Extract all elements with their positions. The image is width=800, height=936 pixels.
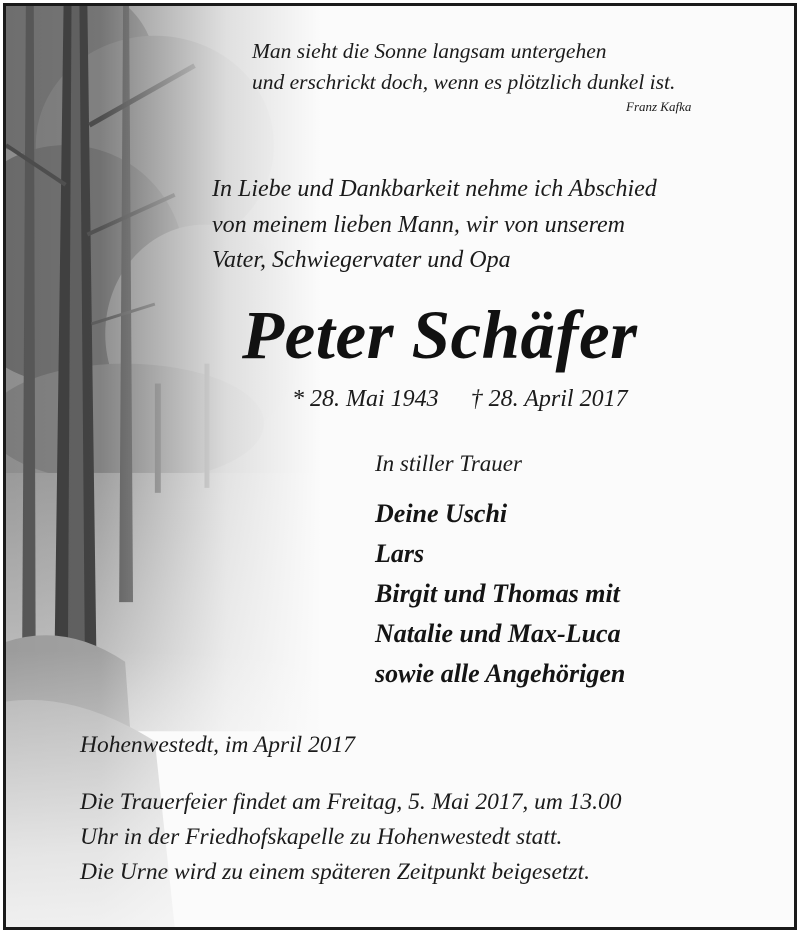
life-dates — [292, 386, 628, 413]
deceased-name: Peter Schäfer — [242, 297, 638, 373]
mourning-heading: In stiller Trauer — [375, 451, 522, 476]
mourners-list — [375, 494, 625, 694]
intro-line: Vater, Schwiegervater und Opa — [212, 247, 511, 273]
birth-date: * 28. Mai 1943 — [292, 386, 439, 412]
mourner-line: Natalie und Max-Luca — [375, 619, 621, 648]
quote — [252, 36, 675, 98]
service-line: Die Urne wird zu einem späteren Zeitpunkt beigesetzt. — [80, 859, 590, 885]
mourner-line: sowie alle Angehörigen — [375, 659, 626, 688]
mourner-line: Deine Uschi — [375, 499, 508, 528]
place-date: Hohenwestedt, im April 2017 — [80, 732, 356, 758]
mourner-line: Lars — [375, 539, 425, 568]
mourner-line: Birgit und Thomas mit — [375, 579, 620, 608]
service-info — [80, 785, 622, 890]
intro-text — [212, 172, 657, 279]
obituary-card — [3, 3, 797, 930]
service-line: Die Trauerfeier findet am Freitag, 5. Mai 2017, um 13.00 — [80, 789, 622, 815]
death-date: † 28. April 2017 — [470, 386, 628, 412]
quote-author: Franz Kafka — [626, 99, 692, 114]
intro-line: In Liebe und Dankbarkeit nehme ich Abschied — [212, 176, 657, 202]
quote-line: und erschrickt doch, wenn es plötzlich dunkel ist. — [252, 70, 676, 94]
intro-line: von meinem lieben Mann, wir von unserem — [212, 211, 626, 238]
quote-line: Man sieht die Sonne langsam untergehen — [252, 39, 607, 63]
service-line: Uhr in der Friedhofskapelle zu Hohenwestedt statt. — [80, 824, 563, 850]
